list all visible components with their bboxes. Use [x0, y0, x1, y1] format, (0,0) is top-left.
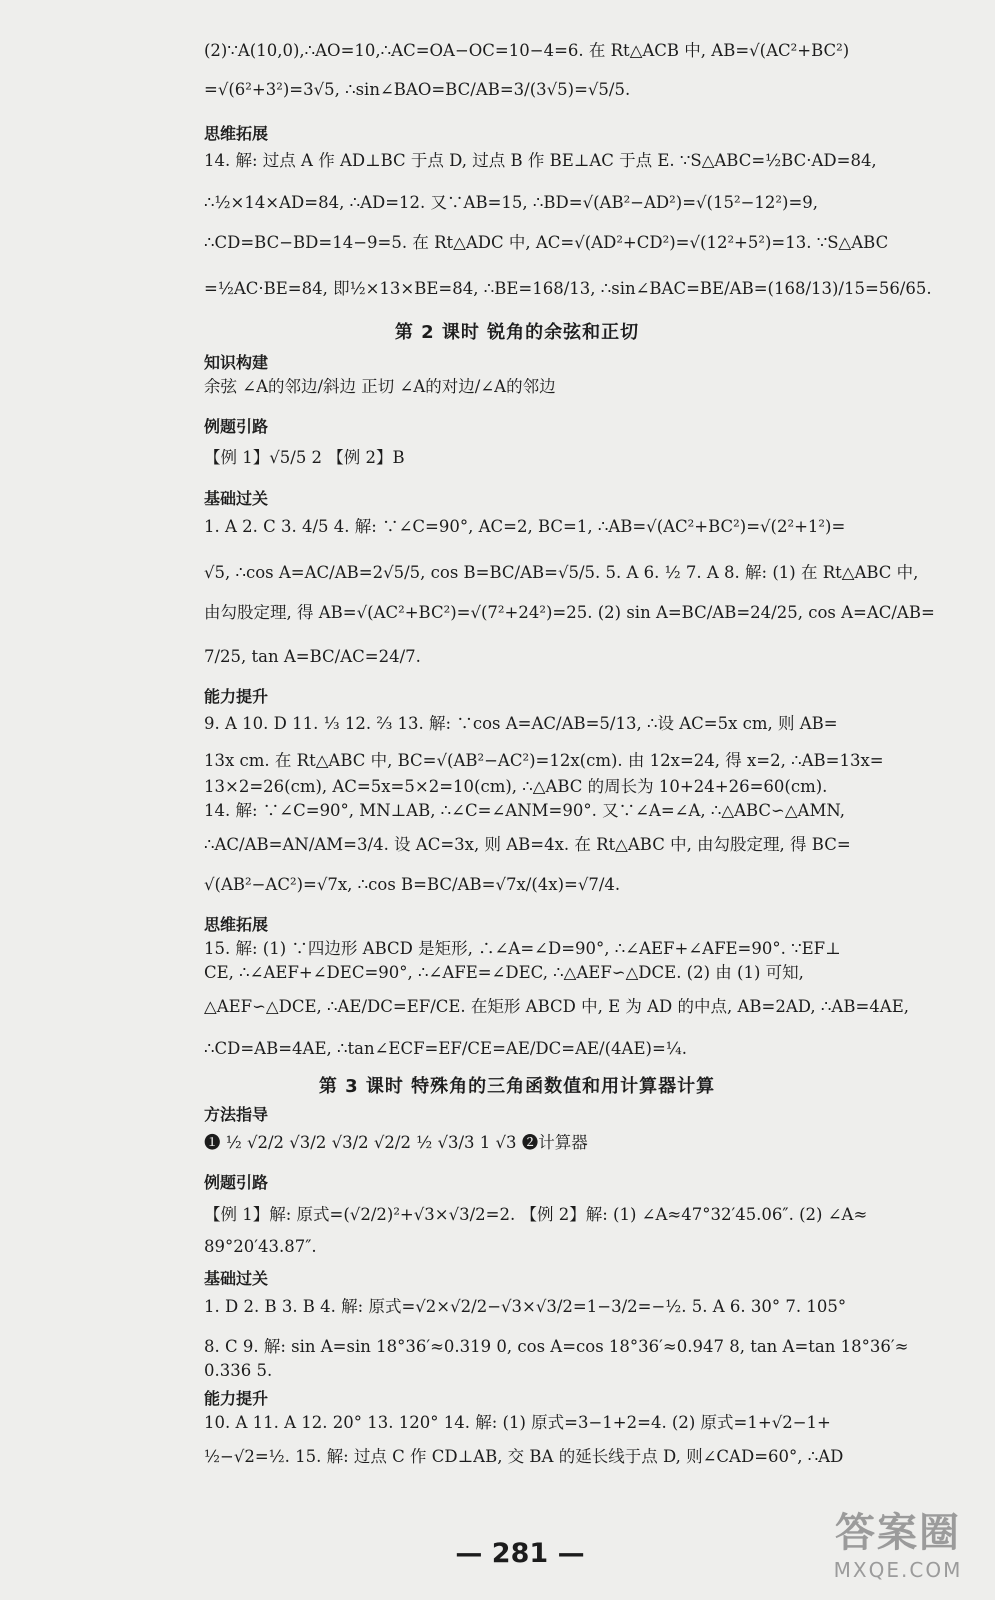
text-line: ∴AC/AB=AN/AM=3/4. 设 AC=3x, 则 AB=4x. 在 Rt△ABC 中, 由勾股定理, 得 BC= — [204, 835, 851, 854]
lesson-title: 第 2 课时 锐角的余弦和正切 — [394, 322, 640, 343]
text-line: =½AC·BE=84, 即½×13×BE=84, ∴BE=168/13, ∴sin∠BAC=BE/AB=(168/13)/15=56/65. — [204, 279, 932, 298]
text-line: ∴CD=AB=4AE, ∴tan∠ECF=EF/CE=AE/DC=AE/(4AE)=¼. — [204, 1039, 688, 1058]
text-line: √(AB²−AC²)=√7x, ∴cos B=BC/AB=√7x/(4x)=√7/4. — [204, 875, 621, 894]
section-heading: 例题引路 — [204, 1173, 269, 1192]
text-line: 14. 解: ∵∠C=90°, MN⊥AB, ∴∠C=∠ANM=90°. 又∵∠A=∠A, ∴△ABC∽△AMN, — [204, 801, 845, 820]
text-line: √5, ∴cos A=AC/AB=2√5/5, cos B=BC/AB=√5/5. 5. A 6. ½ 7. A 8. 解: (1) 在 Rt△ABC 中, — [204, 563, 919, 582]
page-number: — 281 — — [455, 1538, 585, 1569]
text-line: 10. A 11. A 12. 20° 13. 120° 14. 解: (1) 原式=3−1+2=4. (2) 原式=1+√2−1+ — [204, 1413, 831, 1432]
text-line: 13×2=26(cm), AC=5x=5×2=10(cm), ∴△ABC 的周长为 10+24+26=60(cm). — [204, 777, 828, 796]
text-line: 1. D 2. B 3. B 4. 解: 原式=√2×√2/2−√3×√3/2=1−3/2=−½. 5. A 6. 30° 7. 105° — [204, 1297, 847, 1316]
text-line: 1. A 2. C 3. 4/5 4. 解: ∵∠C=90°, AC=2, BC=1, ∴AB=√(AC²+BC²)=√(2²+1²)= — [204, 517, 846, 536]
section-heading: 思维拓展 — [204, 915, 269, 934]
section-heading: 能力提升 — [204, 1389, 269, 1408]
watermark-url: MXQE.COM — [833, 1558, 963, 1582]
text-line: 89°20′43.87″. — [204, 1237, 317, 1256]
text-line: 由勾股定理, 得 AB=√(AC²+BC²)=√(7²+24²)=25. (2) sin A=BC/AB=24/25, cos A=AC/AB= — [204, 603, 935, 622]
text-line: ∴CD=BC−BD=14−9=5. 在 Rt△ADC 中, AC=√(AD²+CD²)=√(12²+5²)=13. ∵S△ABC — [204, 233, 889, 252]
watermark-logo — [813, 1501, 983, 1582]
text-line: ½−√2=½. 15. 解: 过点 C 作 CD⊥AB, 交 BA 的延长线于点 D, 则∠CAD=60°, ∴AD — [204, 1447, 844, 1466]
text-line: △AEF∽△DCE, ∴AE/DC=EF/CE. 在矩形 ABCD 中, E 为 AD 的中点, AB=2AD, ∴AB=4AE, — [204, 997, 909, 1016]
section-heading: 例题引路 — [204, 417, 269, 436]
text-line: 【例 1】解: 原式=(√2/2)²+√3×√3/2=2. 【例 2】解: (1) ∠A≈47°32′45.06″. (2) ∠A≈ — [204, 1205, 868, 1224]
text-line: ❶ ½ √2/2 √3/2 √3/2 √2/2 ½ √3/3 1 √3 ❷计算器 — [204, 1133, 588, 1152]
section-heading: 基础过关 — [204, 1269, 269, 1288]
text-line: 9. A 10. D 11. ⅓ 12. ⅔ 13. 解: ∵cos A=AC/AB=5/13, ∴设 AC=5x cm, 则 AB= — [204, 714, 838, 733]
text-line: 【例 1】√5/5 2 【例 2】B — [204, 448, 405, 467]
section-heading: 知识构建 — [204, 353, 269, 372]
lesson-title: 第 3 课时 特殊角的三角函数值和用计算器计算 — [318, 1076, 716, 1097]
text-line: 14. 解: 过点 A 作 AD⊥BC 于点 D, 过点 B 作 BE⊥AC 于点 E. ∵S△ABC=½BC·AD=84, — [204, 151, 877, 170]
text-line: ∴½×14×AD=84, ∴AD=12. 又∵AB=15, ∴BD=√(AB²−AD²)=√(15²−12²)=9, — [204, 193, 819, 212]
text-line: (2)∵A(10,0),∴AO=10,∴AC=OA−OC=10−4=6. 在 Rt△ACB 中, AB=√(AC²+BC²) — [204, 41, 850, 60]
section-heading: 方法指导 — [204, 1105, 269, 1124]
text-line: 15. 解: (1) ∵四边形 ABCD 是矩形, ∴∠A=∠D=90°, ∴∠AEF+∠AFE=90°. ∵EF⊥ — [204, 939, 841, 958]
section-heading: 思维拓展 — [204, 124, 269, 143]
text-line: 7/25, tan A=BC/AC=24/7. — [204, 647, 421, 666]
text-line: 余弦 ∠A的邻边/斜边 正切 ∠A的对边/∠A的邻边 — [204, 377, 556, 396]
text-line: =√(6²+3²)=3√5, ∴sin∠BAO=BC/AB=3/(3√5)=√5/5. — [204, 80, 631, 99]
text-line: 8. C 9. 解: sin A=sin 18°36′≈0.319 0, cos A=cos 18°36′≈0.947 8, tan A=tan 18°36′≈ — [204, 1337, 909, 1356]
section-heading: 基础过关 — [204, 489, 269, 508]
text-line: CE, ∴∠AEF+∠DEC=90°, ∴∠AFE=∠DEC, ∴△AEF∽△DCE. (2) 由 (1) 可知, — [204, 963, 804, 982]
section-heading: 能力提升 — [204, 687, 269, 706]
watermark-text: 答案圈 — [835, 1510, 961, 1556]
text-line: 0.336 5. — [204, 1361, 273, 1380]
text-line: 13x cm. 在 Rt△ABC 中, BC=√(AB²−AC²)=12x(cm). 由 12x=24, 得 x=2, ∴AB=13x= — [204, 751, 884, 770]
